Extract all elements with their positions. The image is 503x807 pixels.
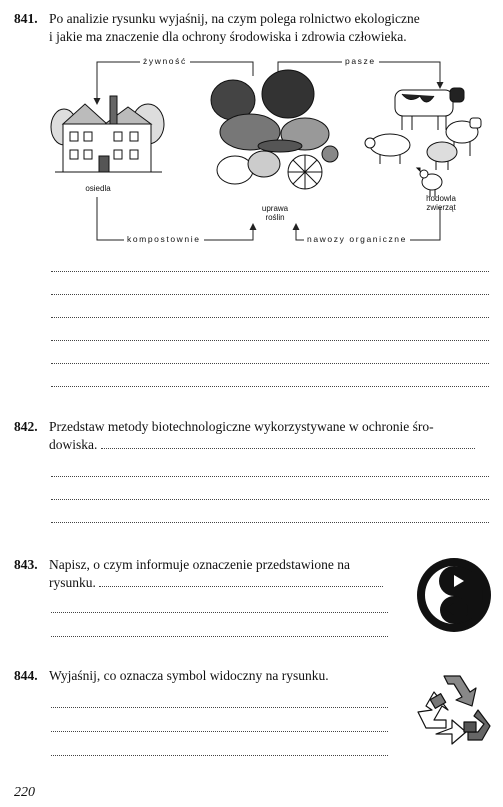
task-843-line-2: rysunku. [49,575,96,590]
label-livestock-line-1: hodowla [426,194,456,203]
label-crops-line-2: roślin [265,213,285,222]
task-842 [14,418,47,436]
task-841-line-1: Po analizie rysunku wyjaśnij, na czym polega rolnictwo ekologiczne [49,11,420,26]
answer-line[interactable] [51,294,489,295]
task-number: 842. [14,419,38,434]
task-843-line-2-row [49,574,394,592]
task-841-text [49,10,489,46]
answer-line[interactable] [51,476,489,477]
answer-line[interactable] [51,636,388,637]
task-842-text [49,418,489,454]
task-844-line-1: Wyjaśnij, co oznacza symbol widoczny na rysunku. [49,668,329,683]
answer-line[interactable] [51,612,388,613]
answer-line[interactable] [51,522,489,523]
task-842-line-2: dowiska. [49,437,98,452]
answer-line[interactable] [51,340,489,341]
answer-line[interactable] [51,363,489,364]
answer-line[interactable] [99,586,383,587]
task-844-text [49,667,394,685]
answer-line[interactable] [51,499,489,500]
answer-line[interactable] [51,317,489,318]
task-844 [14,667,47,685]
label-manure: nawozy organiczne [304,234,410,244]
task-number: 841. [14,11,38,26]
answer-line[interactable] [51,271,489,272]
label-compost: kompostownie [124,234,204,244]
task-843-text [49,556,394,592]
answer-line[interactable] [51,731,388,732]
task-number: 843. [14,557,38,572]
green-dot-icon [416,557,492,633]
label-settlements: osiedla [85,184,111,193]
recycling-icon [412,670,496,750]
page-number: 220 [14,785,35,800]
organic-farming-diagram [50,52,495,252]
answer-line[interactable] [101,448,475,449]
settlement-illustration [51,96,164,172]
cycle-diagram-graphic [50,52,495,252]
crops-illustration [211,70,338,189]
task-842-line-1: Przedstaw metody biotechnologiczne wykorzystywane w ochronie śro- [49,419,434,434]
label-livestock-line-2: zwierząt [426,203,456,212]
task-841 [14,10,47,28]
task-841-line-2: i jakie ma znaczenie dla ochrony środowiska i zdrowia człowieka. [49,29,407,44]
label-food: żywność [140,56,190,66]
label-feed: pasze [342,56,379,66]
task-842-line-2-row [49,436,489,454]
task-843-line-1: Napisz, o czym informuje oznaczenie przedstawione na [49,557,350,572]
label-crops [253,204,297,222]
label-crops-line-1: uprawa [261,204,289,213]
answer-line[interactable] [51,707,388,708]
task-843 [14,556,47,574]
answer-line[interactable] [51,386,489,387]
livestock-illustration [365,88,481,197]
label-livestock [416,194,466,212]
task-number: 844. [14,668,38,683]
answer-line[interactable] [51,755,388,756]
